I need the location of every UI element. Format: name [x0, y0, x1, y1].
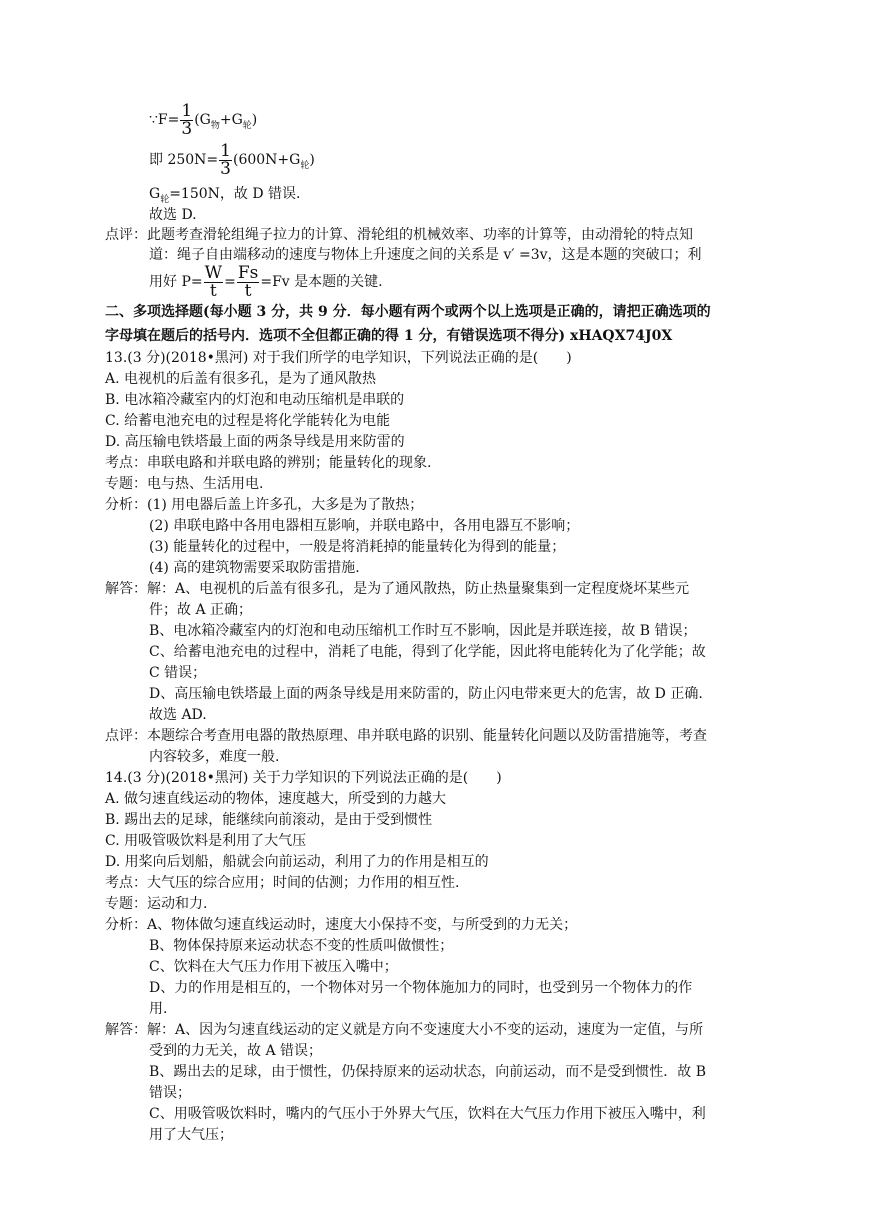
text-line	[105, 579, 689, 599]
text-line	[105, 852, 489, 872]
text-line	[149, 663, 206, 683]
text-line	[105, 474, 263, 494]
line-text: C、给蓄电池充电的过程中，消耗了电能，得到了化学能，因此将电能转化为了化学能；故	[149, 644, 706, 660]
subscript: 轮	[160, 194, 170, 205]
text-line	[105, 302, 711, 322]
text-line	[105, 873, 459, 893]
text-line	[149, 205, 197, 225]
line-text: 分析：(1) 用电器后盖上许多孔，大多是为了散热；	[105, 497, 424, 513]
line-text: 道：绳子自由端移动的速度与物体上升速度之间的关系是 v′ =3v，这是本题的突破口；利	[149, 247, 702, 263]
text-line	[105, 1020, 703, 1040]
line-text: 考点：大气压的综合应用；时间的估测；力作用的相互性.	[105, 875, 460, 891]
text-line	[149, 705, 207, 725]
text-line	[105, 453, 431, 473]
text-line	[149, 684, 703, 704]
line-text: D. 高压输电铁塔最上面的两条导线是用来防雷的	[105, 434, 405, 450]
fraction-denominator: 3	[181, 118, 193, 139]
line-text: B. 踢出去的足球，能继续向前滚动，是由于受到惯性	[105, 812, 433, 828]
text-line	[105, 432, 405, 452]
line-text: 解答：解：A、因为匀速直线运动的定义就是方向不变速度大小不变的运动，速度为一定值，与所	[105, 1022, 704, 1038]
line-text: )	[251, 112, 258, 128]
line-text: 分析：A、物体做匀速直线运动时，速度大小保持不变，与所受到的力无关；	[105, 917, 578, 933]
line-text: B、踢出去的足球，由于惯性，仍保持原来的运动状态，向前运动，而不是受到惯性．故 B	[149, 1064, 707, 1080]
text-line	[149, 184, 300, 204]
text-line	[149, 1041, 322, 1061]
line-text: 用好 P=	[149, 274, 203, 290]
text-line	[149, 1104, 706, 1124]
line-text: (G	[194, 112, 211, 128]
text-line	[149, 936, 453, 956]
text-line	[105, 726, 707, 746]
line-text: 内容较多，难度一般.	[149, 749, 280, 765]
line-text: 二、多项选择题(每小题 3 分，共 9 分．每小题有两个或两个以上选项是正确的，请把正确选项的	[105, 304, 711, 320]
fraction-numerator: Fs	[237, 262, 259, 283]
text-line	[149, 957, 398, 977]
line-text: B、电冰箱冷藏室内的灯泡和电动压缩机工作时互不影响，因此是并联连接，故 B 错误；	[149, 623, 697, 639]
line-text: D. 用桨向后划船，船就会向前运动，利用了力的作用是相互的	[105, 854, 489, 870]
line-text: 解答：解：A、电视机的后盖有很多孔，是为了通风散热，防止热量聚集到一定程度烧坏某些元	[105, 581, 690, 597]
line-text: D、高压输电铁塔最上面的两条导线是用来防雷的，防止闪电带来更大的危害，故 D 正确.	[149, 686, 703, 702]
line-text: +G	[219, 112, 243, 128]
line-text: B. 电冰箱冷藏室内的灯泡和电动压缩机是串联的	[105, 392, 405, 408]
fraction	[204, 262, 223, 301]
line-text: 用.	[149, 1001, 168, 1017]
line-text: 用了大气压；	[149, 1127, 233, 1143]
text-line	[105, 495, 423, 515]
text-line	[105, 411, 390, 431]
fraction-numerator: 1	[181, 100, 193, 121]
text-line	[105, 326, 672, 346]
line-text: )	[309, 152, 315, 168]
line-text: (3) 能量转化的过程中，一般是将消耗掉的能量转化为得到的能量；	[149, 539, 566, 555]
line-text: =	[224, 274, 236, 290]
text-line	[105, 894, 207, 914]
fraction	[180, 100, 193, 139]
line-text: C. 用吸管吸饮料是利用了大气压	[105, 833, 307, 849]
line-text: 字母填在题后的括号内．选项不全但都正确的得 1 分，有错误选项不得分)	[105, 328, 566, 344]
fraction-denominator: 3	[220, 158, 231, 179]
line-text: 错误；	[149, 1085, 191, 1101]
text-line	[149, 1125, 233, 1145]
line-text: C 错误；	[149, 665, 207, 681]
fraction-denominator: t	[244, 280, 252, 301]
text-line	[105, 225, 693, 245]
line-text: G	[149, 186, 161, 202]
line-text: =150N，故 D 错误.	[169, 186, 301, 202]
subscript: 轮	[242, 120, 252, 131]
text-line	[105, 915, 577, 935]
text-line	[105, 768, 502, 788]
subscript: 轮	[300, 160, 310, 171]
line-text: ∵F=	[149, 112, 180, 128]
line-text: 受到的力无关，故 A 错误；	[149, 1043, 323, 1059]
line-text: 故选 AD.	[149, 707, 207, 723]
line-text: (4) 高的建筑物需要采取防雷措施.	[149, 560, 360, 576]
text-line	[149, 140, 315, 180]
text-line	[105, 810, 432, 830]
text-line	[149, 600, 252, 620]
line-text: (600N+G	[232, 152, 301, 168]
text-line	[105, 390, 404, 410]
text-line	[149, 1083, 191, 1103]
text-line	[149, 537, 565, 557]
text-line	[149, 747, 279, 767]
line-text: B、物体保持原来运动状态不变的性质叫做惯性；	[149, 938, 454, 954]
fraction-numerator: W	[204, 262, 223, 283]
line-text: 13.(3 分)(2018•黑河) 对于我们所学的电学知识，下列说法正确的是( )	[105, 350, 572, 366]
text-line	[149, 1062, 706, 1082]
text-line	[149, 262, 383, 302]
text-line	[149, 642, 706, 662]
line-text: 专题：电与热、生活用电.	[105, 476, 264, 492]
line-text: 14.(3 分)(2018•黑河) 关于力学知识的下列说法正确的是( )	[105, 770, 502, 786]
fraction-denominator: t	[209, 280, 217, 301]
text-line	[149, 516, 579, 536]
fraction	[237, 262, 260, 301]
line-text: =Fv 是本题的关键.	[260, 274, 383, 290]
text-line	[149, 978, 692, 998]
text-line	[149, 621, 696, 641]
line-text: C、饮料在大气压力作用下被压入嘴中；	[149, 959, 398, 975]
text-line	[149, 999, 167, 1019]
subscript: 物	[210, 120, 220, 131]
line-text: A. 做匀速直线运动的物体，速度越大，所受到的力越大	[105, 791, 447, 807]
fraction	[219, 140, 232, 179]
text-line	[149, 558, 360, 578]
line-text: D、力的作用是相互的，一个物体对另一个物体施加力的同时，也受到另一个物体力的作	[149, 980, 693, 996]
line-text: C、用吸管吸饮料时，嘴内的气压小于外界大气压，饮料在大气压力作用下被压入嘴中，利	[149, 1106, 706, 1122]
line-text: 故选 D.	[149, 207, 197, 223]
text-line	[105, 831, 306, 851]
line-text: A. 电视机的后盖有很多孔，是为了通风散热	[105, 371, 377, 387]
line-text: 专题：运动和力.	[105, 896, 208, 912]
line-text: (2) 串联电路中各用电器相互影响，并联电路中，各用电器互不影响；	[149, 518, 580, 534]
fraction-numerator: 1	[220, 140, 231, 161]
line-text: xHAQX74J0X	[565, 328, 673, 344]
line-text: C. 给蓄电池充电的过程是将化学能转化为电能	[105, 413, 391, 429]
line-text: 点评：本题综合考查用电器的散热原理、串并联电路的识别、能量转化问题以及防雷措施等，考查	[105, 728, 707, 744]
line-text: 即 250N=	[149, 152, 219, 168]
line-text: 点评：此题考查滑轮组绳子拉力的计算、滑轮组的机械效率、功率的计算等，由动滑轮的特点知	[105, 227, 693, 243]
text-line	[149, 100, 257, 140]
text-line	[105, 789, 446, 809]
text-line	[105, 369, 376, 389]
line-text: 考点：串联电路和并联电路的辨别；能量转化的现象.	[105, 455, 432, 471]
text-line	[105, 348, 572, 368]
line-text: 件；故 A 正确；	[149, 602, 253, 618]
